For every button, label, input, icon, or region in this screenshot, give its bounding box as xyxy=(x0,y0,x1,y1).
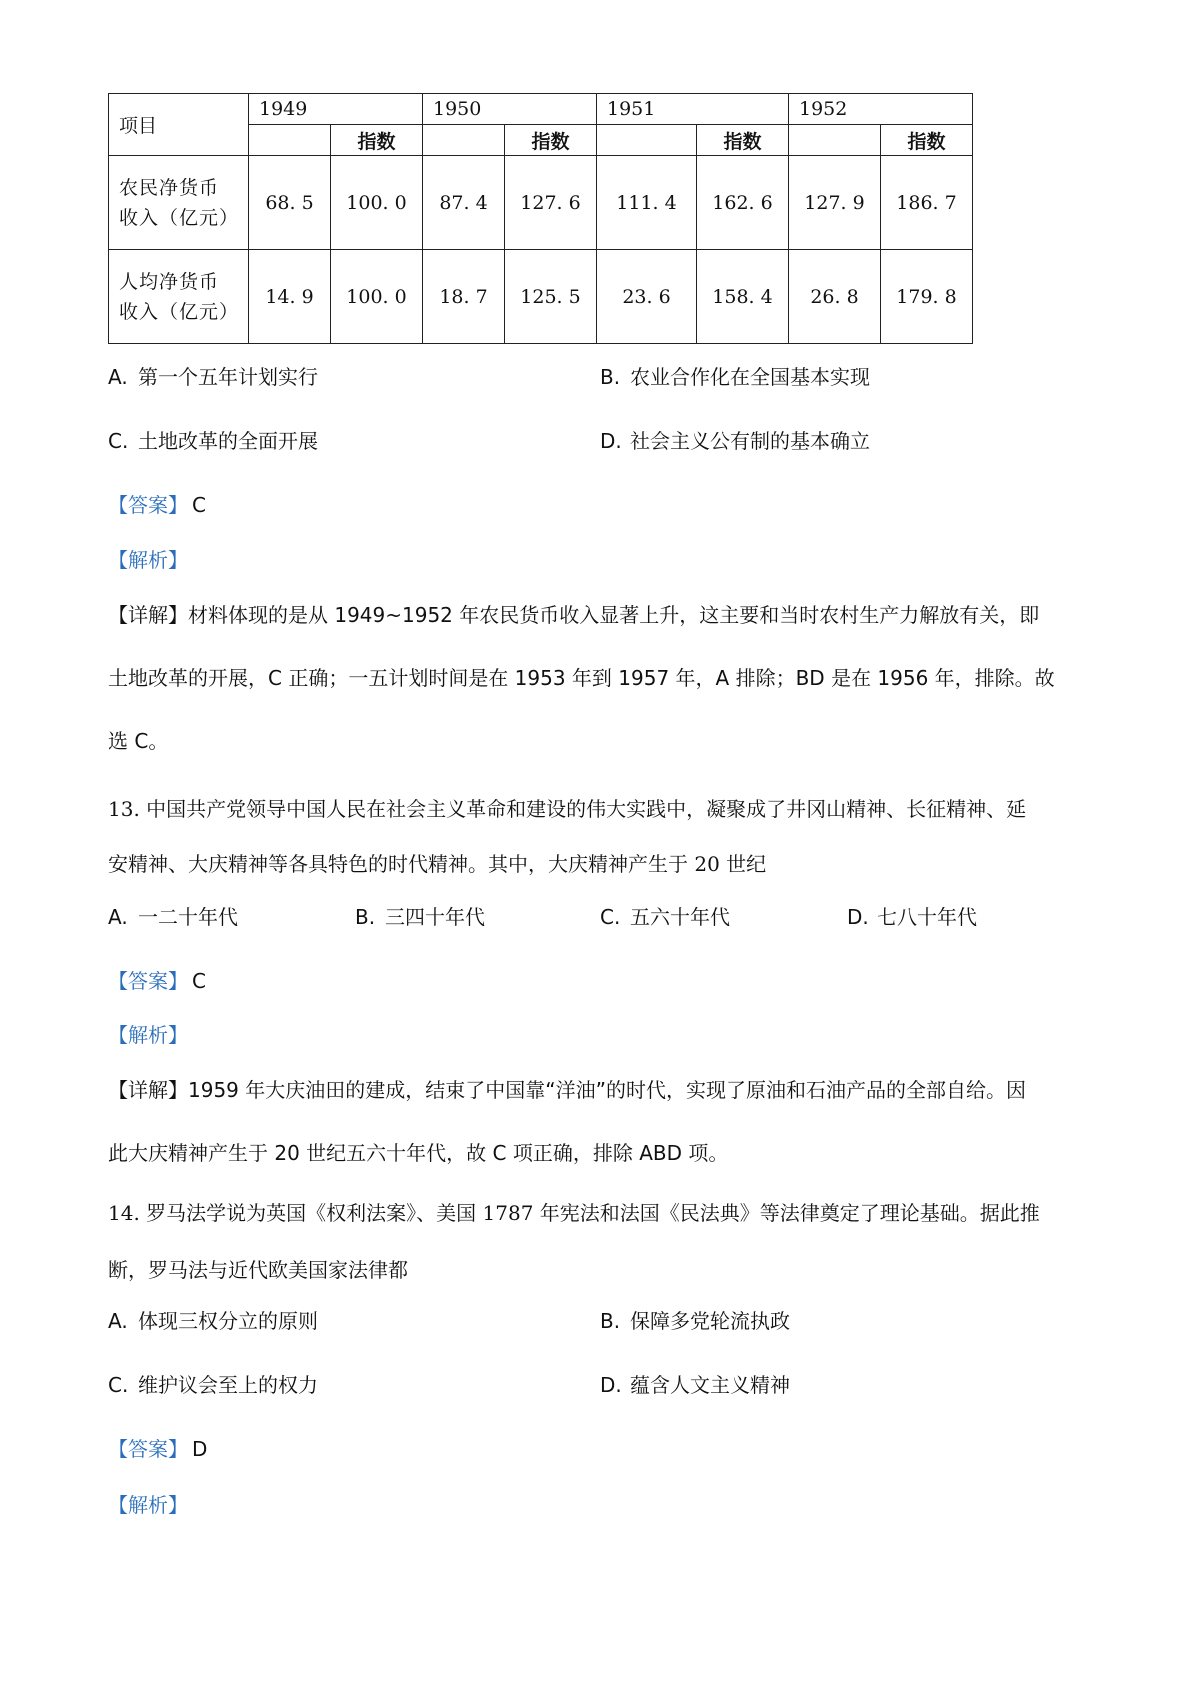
table-header-index: 指数 xyxy=(331,125,423,156)
table-cell: 125. 5 xyxy=(505,250,597,344)
table-header-year: 1950 xyxy=(423,94,597,125)
q12-detail xyxy=(108,600,1098,756)
table-header-index: 指数 xyxy=(697,125,789,156)
table-cell: 18. 7 xyxy=(423,250,505,344)
detail-line xyxy=(108,1075,1098,1138)
row-label-line: 人均净货币 xyxy=(119,270,220,293)
option-letter: C. xyxy=(600,905,621,929)
answer-tag: 【答案】 xyxy=(108,1437,188,1461)
q12-option-c xyxy=(108,426,318,456)
q13-option-d xyxy=(847,902,977,932)
table-cell: 100. 0 xyxy=(331,250,423,344)
table-cell: 179. 8 xyxy=(881,250,973,344)
table-cell: 186. 7 xyxy=(881,156,973,250)
q14-analysis xyxy=(108,1490,188,1520)
detail-tag: 【详解】 xyxy=(108,603,188,627)
q14-option-c xyxy=(108,1370,318,1400)
answer-value: C xyxy=(192,493,206,517)
option-text: 七八十年代 xyxy=(877,905,977,929)
stem-line: 断，罗马法与近代欧美国家法律都 xyxy=(108,1258,408,1282)
q14-answer xyxy=(108,1434,207,1464)
analysis-tag: 【解析】 xyxy=(108,1023,188,1047)
detail-tag: 【详解】 xyxy=(108,1078,188,1102)
stem-line: 14. 罗马法学说为英国《权利法案》、美国 1787 年宪法和法国《民法典》等法律奠定了理论基础。据此推 xyxy=(108,1201,1040,1225)
table-cell: 162. 6 xyxy=(697,156,789,250)
option-letter: C. xyxy=(108,1373,129,1397)
table-cell: 14. 9 xyxy=(249,250,331,344)
table-header-index: 指数 xyxy=(505,125,597,156)
option-text: 土地改革的全面开展 xyxy=(138,429,318,453)
option-letter: A. xyxy=(108,1309,128,1333)
row-label-line: 农民净货币 xyxy=(119,176,220,199)
option-letter: A. xyxy=(108,365,128,389)
answer-tag: 【答案】 xyxy=(108,493,188,517)
option-text: 农业合作化在全国基本实现 xyxy=(630,365,870,389)
option-letter: C. xyxy=(108,429,129,453)
table-cell: 100. 0 xyxy=(331,156,423,250)
table-header-blank xyxy=(249,125,331,156)
analysis-tag: 【解析】 xyxy=(108,1493,188,1517)
detail-line: 此大庆精神产生于 20 世纪五六十年代，故 C 项正确，排除 ABD 项。 xyxy=(108,1141,729,1165)
option-text: 维护议会至上的权力 xyxy=(138,1373,318,1397)
q12-answer xyxy=(108,490,206,520)
option-text: 社会主义公有制的基本确立 xyxy=(630,429,870,453)
income-table xyxy=(108,93,973,344)
table-cell: 111. 4 xyxy=(597,156,697,250)
answer-value: C xyxy=(192,969,206,993)
table-header-index: 指数 xyxy=(881,125,973,156)
table-header-blank xyxy=(789,125,881,156)
option-letter: A. xyxy=(108,905,128,929)
q13-answer xyxy=(108,966,206,996)
option-letter: D. xyxy=(847,905,869,929)
option-letter: B. xyxy=(600,365,621,389)
detail-line xyxy=(108,600,1098,663)
q12-analysis xyxy=(108,545,188,575)
option-text: 五六十年代 xyxy=(630,905,730,929)
table-cell: 158. 4 xyxy=(697,250,789,344)
answer-tag: 【答案】 xyxy=(108,969,188,993)
row-label-line: 收入（亿元） xyxy=(119,206,240,229)
option-letter: B. xyxy=(355,905,376,929)
table-cell: 26. 8 xyxy=(789,250,881,344)
option-text: 体现三权分立的原则 xyxy=(138,1309,318,1333)
option-letter: D. xyxy=(600,429,622,453)
stem-line: 13. 中国共产党领导中国人民在社会主义革命和建设的伟大实践中，凝聚成了井冈山精神、长征精神、延 xyxy=(108,797,1027,821)
option-text: 保障多党轮流执政 xyxy=(630,1309,790,1333)
option-text: 一二十年代 xyxy=(138,905,238,929)
table-cell: 23. 6 xyxy=(597,250,697,344)
q14-option-d xyxy=(600,1370,790,1400)
q12-option-d xyxy=(600,426,870,456)
q12-option-b xyxy=(600,362,870,392)
q14-option-b xyxy=(600,1306,790,1336)
q13-stem xyxy=(108,794,1098,879)
q13-analysis xyxy=(108,1020,188,1050)
table-header-blank xyxy=(597,125,697,156)
stem-line: 安精神、大庆精神等各具特色的时代精神。其中，大庆精神产生于 20 世纪 xyxy=(108,852,767,876)
detail-line: 土地改革的开展，C 正确；一五计划时间是在 1953 年到 1957 年，A 排除；BD 是在 1956 年，排除。故 xyxy=(108,666,1055,690)
row-label-line: 收入（亿元） xyxy=(119,300,240,323)
option-letter: B. xyxy=(600,1309,621,1333)
q13-option-a xyxy=(108,902,238,932)
detail-line: 选 C。 xyxy=(108,729,169,753)
detail-text: 材料体现的是从 1949~1952 年农民货币收入显著上升，这主要和当时农村生产力解放有关，即 xyxy=(188,603,1040,627)
answer-value: D xyxy=(192,1437,208,1461)
table-cell: 127. 9 xyxy=(789,156,881,250)
table-row xyxy=(109,250,973,344)
table-header-project: 项目 xyxy=(109,94,249,156)
option-text: 三四十年代 xyxy=(385,905,485,929)
table-row xyxy=(109,156,973,250)
q13-option-c xyxy=(600,902,730,932)
row-label xyxy=(109,250,249,344)
table-header-blank xyxy=(423,125,505,156)
option-text: 第一个五年计划实行 xyxy=(138,365,318,389)
table-header-year: 1949 xyxy=(249,94,423,125)
analysis-tag: 【解析】 xyxy=(108,548,188,572)
table-header-year: 1951 xyxy=(597,94,789,125)
table-cell: 87. 4 xyxy=(423,156,505,250)
option-text: 蕴含人文主义精神 xyxy=(630,1373,790,1397)
q13-option-b xyxy=(355,902,485,932)
q13-detail xyxy=(108,1075,1098,1168)
detail-text: 1959 年大庆油田的建成，结束了中国靠“洋油”的时代，实现了原油和石油产品的全部自给。因 xyxy=(188,1078,1026,1102)
table-cell: 68. 5 xyxy=(249,156,331,250)
q14-stem xyxy=(108,1198,1098,1285)
q12-option-a xyxy=(108,362,318,392)
table-header-year: 1952 xyxy=(789,94,973,125)
option-letter: D. xyxy=(600,1373,622,1397)
q14-option-a xyxy=(108,1306,318,1336)
row-label xyxy=(109,156,249,250)
table-cell: 127. 6 xyxy=(505,156,597,250)
